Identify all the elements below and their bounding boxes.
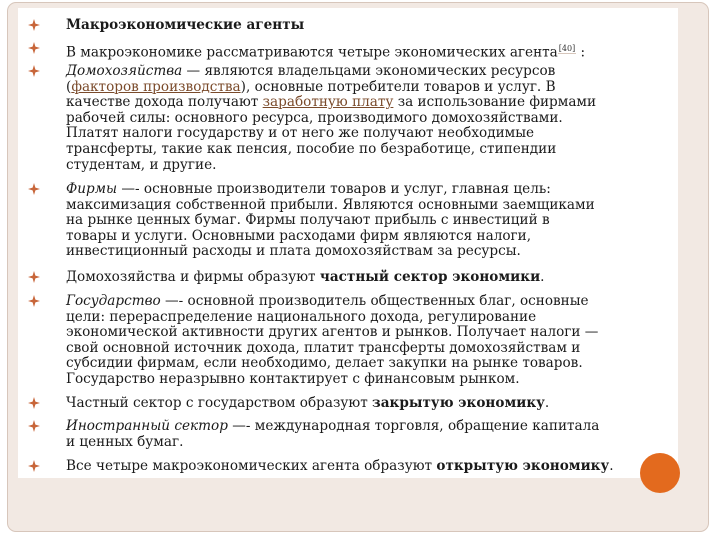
bullet-closed-economy [66, 396, 706, 412]
closed-economy-term: закрытую экономику [372, 395, 545, 411]
factors-of-production-link[interactable]: факторов производства [71, 78, 241, 95]
open-economy-term: открытую экономику [436, 458, 610, 474]
bullet-foreign-sector [66, 419, 706, 450]
government-line: экономической активности других агентов и рынков. Получает налоги — [66, 324, 599, 341]
bullet-government [66, 294, 706, 388]
slide-content [38, 0, 698, 540]
orange-circle-decoration [640, 453, 680, 493]
government-term: Государство [66, 293, 161, 309]
bullet-households [66, 64, 706, 173]
closed-economy-tail: . [544, 395, 550, 411]
wages-link[interactable]: заработную плату [262, 94, 394, 111]
bullet-title [66, 18, 706, 34]
foreign-sector-line: —- международная торговля, обращение капитала [227, 418, 600, 434]
households-line: качестве дохода получают [66, 94, 263, 111]
private-sector-tail: . [540, 269, 545, 285]
government-line: субсидии фирмам, если необходимо, делает закупки на рынке товаров. [66, 355, 583, 372]
government-line: цели: перераспределение национального дохода, регулирование [66, 308, 537, 325]
diamond-star-icon [28, 42, 40, 54]
diamond-star-icon [28, 271, 40, 283]
households-line: ( [66, 78, 72, 95]
diamond-star-icon [28, 397, 40, 409]
households-line: ), основные потребители товаров и услуг. В [240, 78, 556, 95]
open-economy-text: Все четыре макроэкономических агента образуют [66, 458, 437, 474]
households-line: студентам, и другие. [66, 156, 217, 173]
firms-line: —- основные производители товаров и услуг, главная цель: [117, 181, 551, 197]
diamond-star-icon [28, 65, 40, 77]
firms-line: на рынке ценных бумаг. Фирмы получают прибыль с инвестиций в [66, 212, 550, 229]
closed-economy-text: Частный сектор с государством образуют [66, 395, 373, 411]
firms-term: Фирмы [66, 181, 118, 197]
firms-line: товары и услуги. Основными расходами фирм являются налоги, [66, 227, 532, 244]
footnote-link[interactable]: [40] [558, 44, 576, 53]
government-line: свой основной источник дохода, платит трансферты домохозяйствам и [66, 339, 581, 356]
diamond-star-icon [28, 460, 40, 472]
households-line: Платят налоги государству и от него же получают необходимые [66, 125, 535, 142]
diamond-star-icon [28, 19, 40, 31]
private-sector-text: Домохозяйства и фирмы образуют [66, 269, 320, 285]
firms-line: максимизация собственной прибыли. Являются основными заемщиками [66, 196, 595, 213]
government-line: Государство неразрывно контактирует с финансовым рынком. [66, 370, 520, 387]
households-line: трансферты, такие как пенсия, пособие по безработице, стипендии [66, 140, 557, 157]
bullet-private-sector [66, 270, 706, 286]
households-line: рабочей силы: основного ресурса, производимого домохозяйствами. [66, 109, 563, 126]
households-line: — являются владельцами экономических ресурсов [182, 63, 556, 79]
bullet-intro [66, 41, 706, 61]
diamond-star-icon [28, 183, 40, 195]
slide-title: Макроэкономические агенты [66, 17, 305, 33]
foreign-sector-line: и ценных бумаг. [66, 433, 184, 450]
firms-line: инвестиционный расходы и плата домохозяйствам за ресурсы. [66, 243, 521, 260]
intro-text: В макроэкономике рассматриваются четыре экономических агента [66, 44, 558, 61]
open-economy-tail: . [609, 458, 614, 474]
bullet-firms [66, 182, 706, 260]
households-line: за использование фирмами [393, 94, 597, 111]
intro-tail: : [576, 44, 586, 61]
households-term: Домохозяйства [66, 63, 183, 79]
bullet-open-economy [66, 459, 706, 475]
diamond-star-icon [28, 295, 40, 307]
foreign-sector-term: Иностранный сектор [66, 418, 228, 434]
private-sector-term: частный сектор экономики [319, 269, 541, 285]
diamond-star-icon [28, 420, 40, 432]
government-line: —- основной производитель общественных благ, основные [160, 293, 589, 309]
